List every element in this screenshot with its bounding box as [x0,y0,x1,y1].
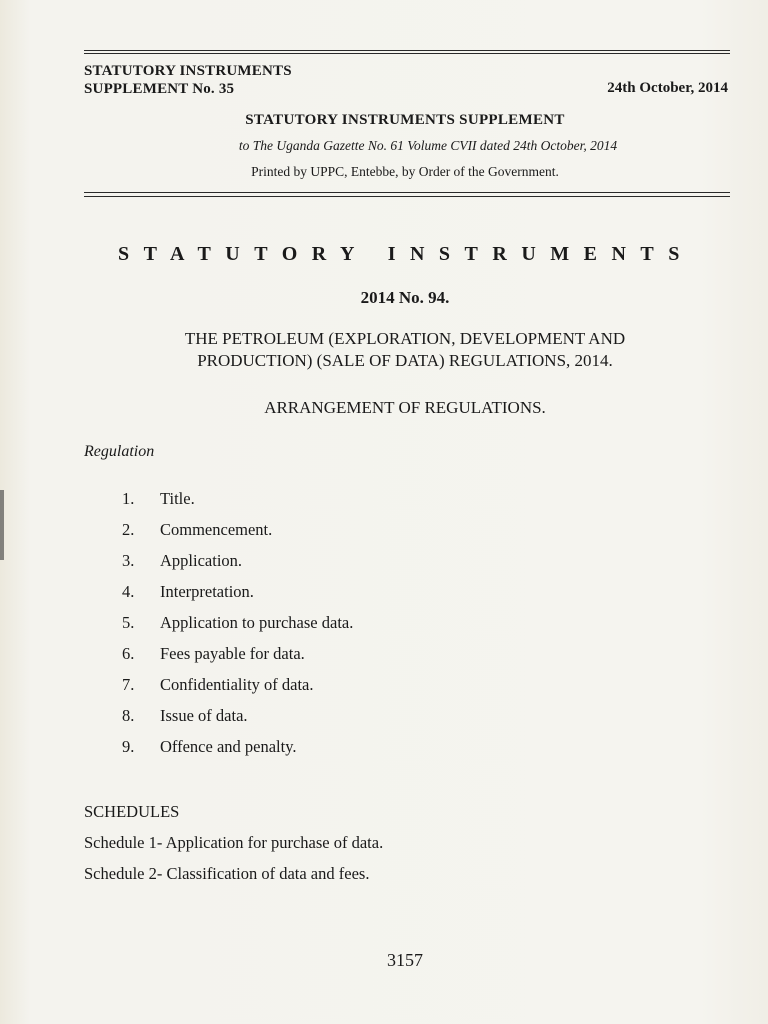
regulation-text: Issue of data. [160,706,248,725]
page-number: 3157 [387,950,423,970]
regulation-number: 7. [122,675,135,694]
supplement-header [84,62,292,98]
list-item [122,487,353,518]
schedules-heading: SCHEDULES [84,802,180,821]
regulation-number: 8. [122,706,135,725]
list-item [122,549,353,580]
regulation-list [122,487,353,766]
binding-edge [0,490,4,560]
schedule-item: Schedule 1- Application for purchase of data. [84,833,384,852]
header-rule-inner [84,196,730,197]
section-title: STATUTORY INSTRUMENTS [118,243,694,265]
regulation-text: Commencement. [160,520,273,539]
regulations-title-line1: THE PETROLEUM (EXPLORATION, DEVELOPMENT AND [184,329,626,348]
schedule-item: Schedule 2- Classification of data and fees. [84,864,370,883]
top-rule [84,50,730,51]
header-rule [84,192,730,193]
supplement-date: 24th October, 2014 [607,80,728,96]
regulation-text: Confidentiality of data. [160,675,314,694]
regulation-text: Application. [160,551,243,570]
regulations-title-line2: PRODUCTION) (SALE OF DATA) REGULATIONS, 2014. [197,351,613,370]
regulation-number: 2. [122,520,135,539]
list-item [122,580,353,611]
regulation-number: 1. [122,489,135,508]
top-rule-inner [84,53,730,54]
arrangement-heading: ARRANGEMENT OF REGULATIONS. [264,398,546,417]
list-item [122,611,353,642]
list-item [122,642,353,673]
gazette-reference: to The Uganda Gazette No. 61 Volume CVII dated 24th October, 2014 [238,138,618,153]
supplement-header-line1: STATUTORY INSTRUMENTS [84,63,292,79]
regulation-number: 4. [122,582,135,601]
regulation-text: Offence and penalty. [160,737,297,756]
regulation-number: 3. [122,551,135,570]
regulation-number: 9. [122,737,135,756]
list-item [122,673,353,704]
supplement-header-line2: SUPPLEMENT No. 35 [84,81,235,97]
regulation-number: 5. [122,613,135,632]
printer-notice: Printed by UPPC, Entebbe, by Order of the Government. [251,164,559,179]
regulation-text: Interpretation. [160,582,254,601]
list-item [122,704,353,735]
instrument-number: 2014 No. 94. [360,288,450,307]
regulation-text: Fees payable for data. [160,644,305,663]
regulation-text: Title. [160,489,195,508]
supplement-title: STATUTORY INSTRUMENTS SUPPLEMENT [245,112,565,128]
regulation-number: 6. [122,644,135,663]
regulations-title [100,328,710,372]
list-item [122,735,353,766]
regulation-text: Application to purchase data. [160,613,354,632]
regulation-column-label: Regulation [84,443,155,460]
list-item [122,518,353,549]
